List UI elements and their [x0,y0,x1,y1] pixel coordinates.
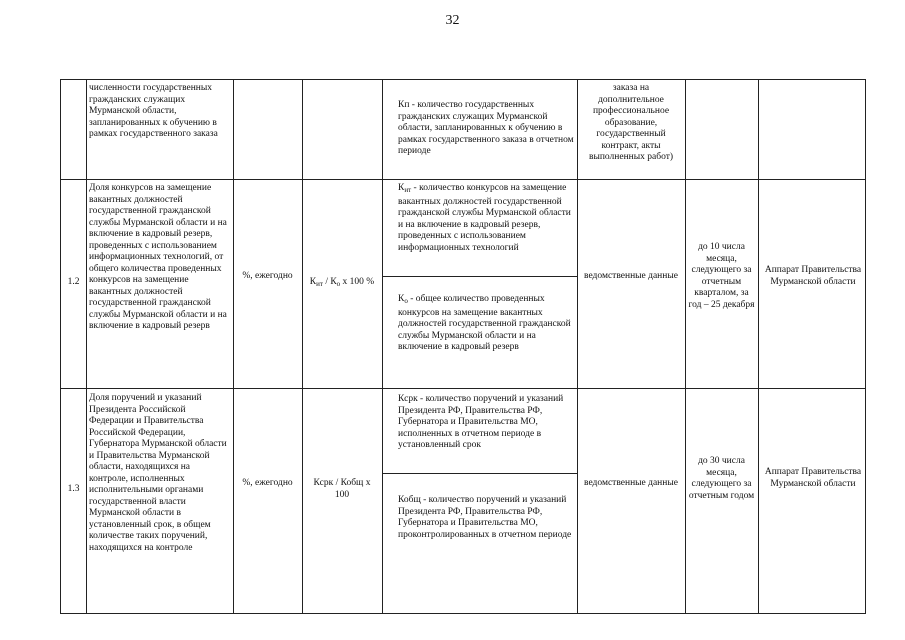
variable-definition: Кобщ - количество поручений и указаний Президента РФ, Правительства РФ, Губернатора и Правительства МО, проконтролированных в отчетном периоде [398,495,572,540]
row-divider [61,179,865,180]
indicators-table [60,79,866,614]
variable-definition: Ксрк - количество поручений и указаний Президента РФ, Правительства РФ, Губернатора и Правительства МО, исполненных в отчетном периоде в установленный срок [398,394,564,450]
deadline: до 10 числа месяца, следующего за отчетным кварталом, за год – 25 декабря [688,242,755,310]
cont-indicator: численности государственных гражданских служащих Мурманской области, запланированных к обучению в рамках государственного заказа [89,83,218,139]
column-divider [382,80,383,613]
column-divider [577,80,578,613]
formula: Ксрк / Кобщ х 100 [313,478,371,500]
data-source: ведомственные данные [584,271,678,281]
formula: $К_{ит} / К_о$ х 100 % [309,277,375,288]
cont-variable: Кп - количество государственных гражданских служащих Мурманской области, запланированных к обучению в рамках государственного заказа в отчетном периоде [398,100,574,156]
variable-divider [382,473,577,474]
row-number: 1.3 [67,484,80,494]
responsible: Аппарат Правительства Мурманской области [764,265,862,287]
variable-divider [382,276,577,277]
indicator-name: Доля поручений и указаний Президента Российской Федерации и Правительства Российской Федерации, Губернатора Мурманской области и Правительства Мурманской области, находящихся на контроле, исполненных исполнительными органами государственной власти Мурманской области в установленный срок, в общем количестве таких поручений, находящихся на контроле [89,393,227,553]
responsible: Аппарат Правительства Мурманской области [764,467,862,489]
deadline: до 30 числа месяца, следующего за отчетным годом [688,456,755,501]
column-divider [233,80,234,613]
row-number: 1.2 [67,277,80,287]
variable-definition: $К_о$ - общее количество проведенных конкурсов на замещение вакантных должностей государственной гражданской службы Мурманской области и на включение в кадровый резерв [398,294,571,352]
column-divider [758,80,759,613]
column-divider [86,80,87,613]
data-source: ведомственные данные [584,478,678,488]
column-divider [302,80,303,613]
unit-frequency: %, ежегодно [242,271,293,281]
unit-frequency: %, ежегодно [242,478,293,488]
row-divider [61,388,865,389]
cont-source: заказа на дополнительное профессиональное образование, государственный контракт, акты выполненных работ) [588,83,674,162]
variable-definition: $К_{ит}$ - количество конкурсов на замещение вакантных должностей государственной гражданской службы Мурманской области и на включение в кадровый резерв, проведенных с использованием информационных технологий [398,183,571,253]
page-number: 32 [445,13,460,28]
indicator-name: Доля конкурсов на замещение вакантных должностей государственной гражданской службы Мурманской области и на включение в кадровый резерв, проведенных с использованием информационных технологий, от общего количества проведенных конкурсов на замещение вакантных должностей государственной гражданской службы Мурманской области и на включение в кадровый резерв [89,183,227,331]
column-divider [685,80,686,613]
